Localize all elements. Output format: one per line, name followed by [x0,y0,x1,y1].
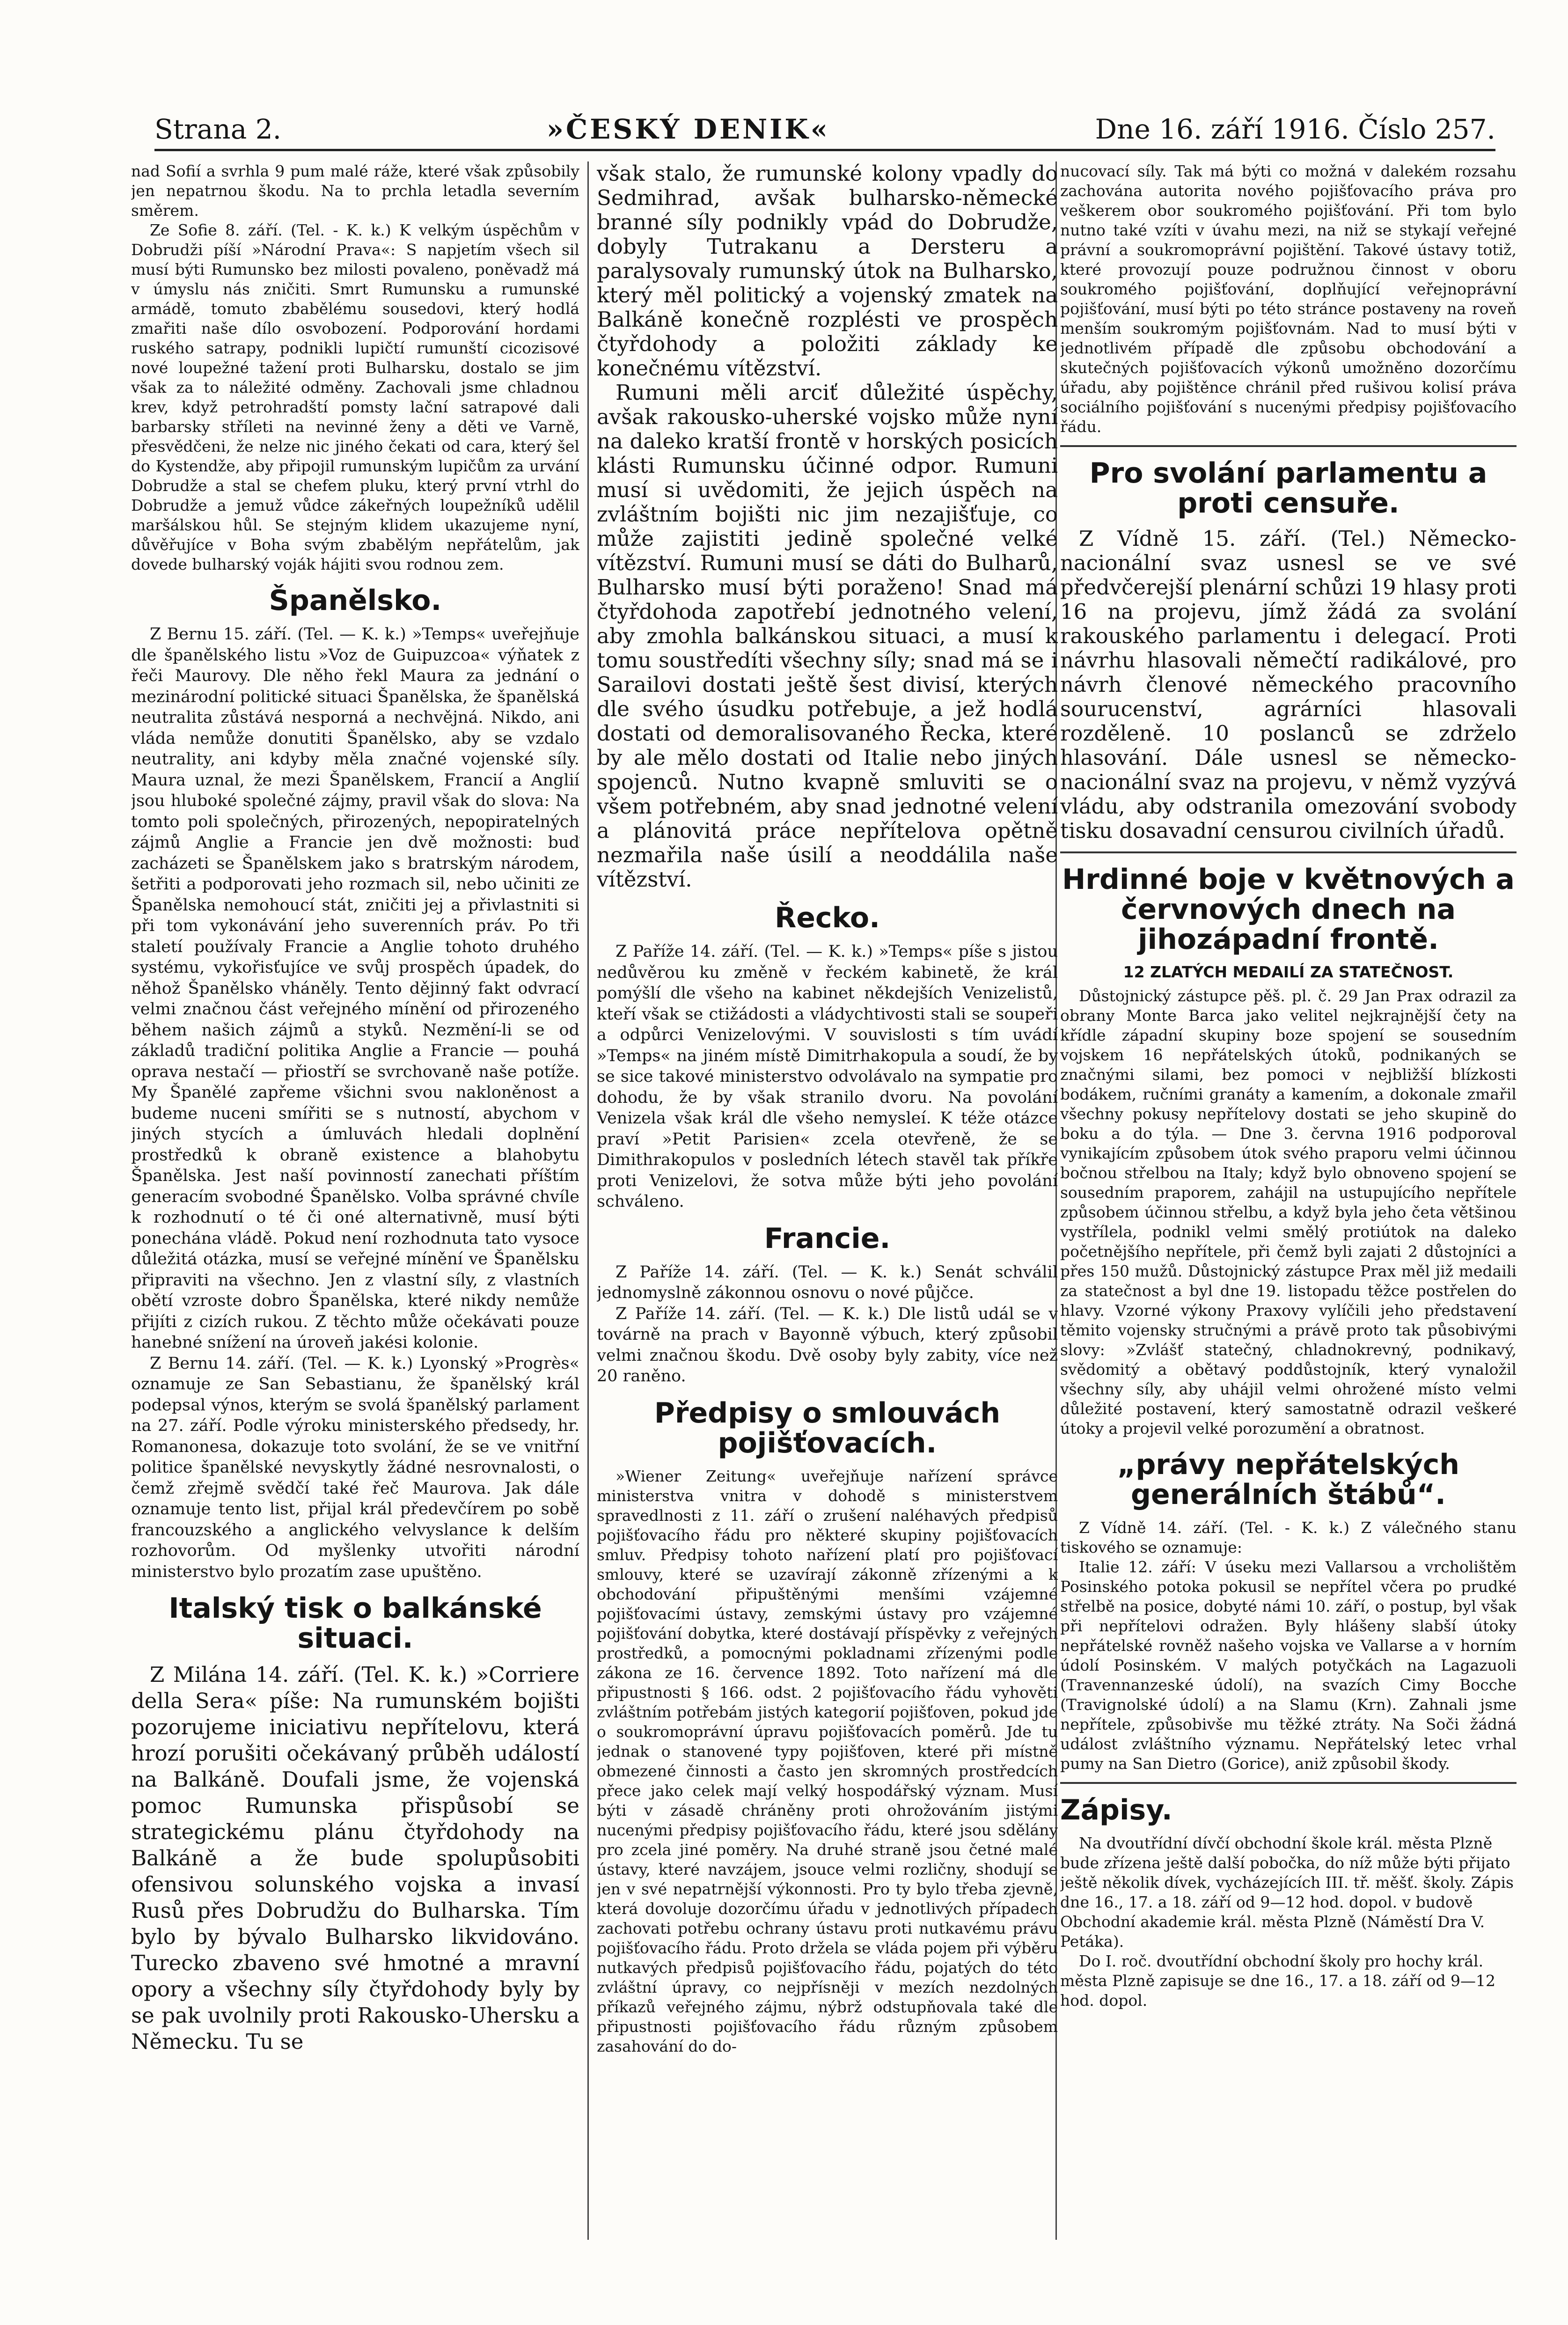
headline-hrdinne-boje: Hrdinné boje v květnových a červnových dnech na jihozápadní frontě. [1062,863,1515,956]
article-text: Na dvoutřídní dívčí obchodní škole král. města Plzně bude zřízena ještě další pobočka, do níž může býti přijato ještě několik dívek, vycházejících III. tř. měšť. školy. Zápis dne 16., 17. a 18. září od 9—12 hod. dopol. v budově Obchodní akademie král. města Plzně (Náměstí Dra V. Petáka). [1060,1834,1514,1951]
column-3 [1060,161,1517,2247]
headline-predpisy: Předpisy o smlouvách pojišťovacích. [654,1396,1001,1460]
article-text: Z Paříže 14. září. (Tel. — K. k.) »Temps« píše s jistou nedůvěrou ku změně v řeckém kabinetě, že král pomýšlí dle všeho na kabinet někdejších Venizelistů, kteří však se ctižádosti a vládychtivosti stali se soupeři a odpůrci Venizelovými. V souvislosti s tím uvádí »Temps« na jiném místě Dimitrhakopula a soudí, že by se sice takové ministerstvo odvolávalo na sympatie pro dohodu, že by však stranilo dvoru. Na povolání Venizela však král dle všeho nemysleí. K téže otázce praví »Petit Parisien« zcela otevřeně, že se Dimithrakopulos v posledních létech stavěl tak příkře proti Venizelovi, že sotva může býti jeho povolání schváleno. [597,942,1058,1211]
zapisy-section [1060,1795,1517,2010]
article-separator [1060,445,1517,447]
header-rule [154,149,1495,151]
article-separator [1060,851,1517,853]
article-text: Rumuni měli arciť důležité úspěchy, avšak rakousko-uherské vojsko může nyní na daleko kratší frontě v horských posicích klásti Rumunsku účinné odpor. Rumuni musí si uvědomiti, že jejich úspěch na zvláštním bojišti nic jim nezajišťuje, co může zajistiti jedině společné velké vítězství. Rumuni musí se dáti do Bulharů, Bulharsko musí býti poraženo! Snad má čtyřdohoda zapotřebí jednotného velení, aby zmohla balkánskou situaci, a musí k tomu soustředíti všechny síly; snad má se i Sarailovi dostati ještě šest divisí, kterých dle svého úsudku potřebuje, a jež hodlá dostati od demoralisovaného Řecka, které by ale mělo dostati od Italie nebo jiných spojenců. Nutno kvapně smluviti se o všem potřebném, aby snad jednotné velení a plánovitá práce nepřítelova opětně nezmařila naše úsilí a neoddálila naše vítězství. [597,380,1058,892]
article-text: Z Bernu 15. září. (Tel. — K. k.) »Temps« uveřejňuje dle španělského listu »Voz de Guipuzcoa« výňatek z řeči Maurovy. Dle něho řekl Maura za jednání o mezinárodní politické situaci Španělska, že španělská neutralita zůstává nesporná a nechvějná. Nikdo, ani vláda nemůže donutiti Španělsko, aby se vzdalo neutrality, ani kdyby měla značné vojenské síly. Maura uznal, že mezi Španělskem, Francií a Anglií jsou hluboké společné zájmy, pravil však do slova: Na tomto poli společných, přirozených, nepopiratelných zájmů Anglie a Francie jen dvě možnosti: buď zacházeti se Španělskem jako s bratrským národem, šetřiti a podporovati jeho rozmach sil, nebo učiniti ze Španělska nemohoucí stát, zničiti jej a přivlastniti si při tom vykonávání jeho suverenních práv. Po tři staletí používaly Francie a Anglie tohoto druhého systému, vykořisťujíce ve svůj prospěch úpadek, do něhož Španělsko vháněly. Tento dějinný fakt odvrací velmi značnou část veřejného mínění od přirozeného během našich zájmů a styků. Nezmění-li se od základů tradiční politika Anglie a Francie — pouhá oprava nestačí — přiostří se svrchovaně naše potíže. My Španělé zapřeme všichni svou nakloněnost a budeme nuceni smířiti se s nutností, abychom v jiných stycích a úmluvách hledali doplnění prostředků k obraně existence a blahobytu Španělska. Jest naší povinností zanechati příštím generacím svobodné Španělsko. Volba správné chvíle k rozhodnutí o té či oné alternativně, musí býti ponechána vládě. Pokud není rozhodnuta tato vysoce důležitá otázka, musí se veřejné mínění ve Španělsku připraviti na všechno. Jen z vlastní síly, z vlastních obětí vzroste dobro Španělska, které nikdy nemůže přijíti z cizích rukou. Z těchto může očekávati pouze hanebné snížení na úroveň jakési kolonie. [131,625,579,1352]
headline-italsky-tisk: Italský tisk o balkánské situaci. [169,1592,542,1655]
article-separator [1060,1782,1517,1784]
column-divider [587,161,589,2240]
article-text: však stalo, že rumunské kolony vpadly do Sedmihrad, avšak bulharsko-německé branné síly podnikly vpád do Dobrudže, dobyly Tutrakanu a Dersteru a paralysovaly rumunský útok na Bulharsko, který měl politický a vojenský zmatek na Balkáně konečně rozplésti ve prospěch čtyřdohody a položiti základy ke konečnému vítězství. [597,161,1058,381]
article-text: Ze Sofie 8. září. (Tel. - K. k.) K velkým úspěchům v Dobrudži píší »Národní Prava«: S napjetím všech sil musí býti Rumunsko bez milosti povaleno, poněvadž má v úmyslu nás zničiti. Smrt Rumunsku a rumunské armádě, tomuto zbabělému sousedovi, který hodlá zmařiti naše dílo osvobození. Podporování hordami ruského satrapy, podnikli lupičtí rumunští cicozisové nové loupežné tažení proti Bulharsku, dostalo se jim však za to náležité odměny. Zachovali jsme chladnou krev, když petrohradští pomsty lační satrapové dali barbarsky stříleti na nevinné ženy a děti ve Varně, přesvědčeni, že nelze nic jiného čekati od cara, který šel do Kystendže, aby připojil rumunským lupičům za urvání Dobrudže a stal se chefem pluku, který první vtrhl do Dobrudže a jemuž vůdce zákeřných loupežníků udělil maršálskou hůl. Se stejným klidem ukazujeme nyní, důvěřujíce v Boha svým zbabělým nepřátelům, jak dovede bulharský voják hájiti svou rodnou zem. [131,221,579,573]
article-text: Do I. roč. dvoutřídní obchodní školy pro hochy král. města Plzně zapisuje se dne 16., 17. a 18. září od 9—12 hod. dopol. [1060,1952,1496,2010]
headline-spanelsko: Španělsko. [269,584,442,617]
headline-francie: Francie. [764,1222,891,1255]
article-text: Z Vídně 14. září. (Tel. - K. k.) Z válečného stanu tiskového se oznamuje: [1060,1518,1517,1556]
page-header [154,108,1495,145]
page-number: Strana 2. [154,113,282,145]
article-text: Z Milána 14. září. (Tel. K. k.) »Corriere della Sera« píše: Na rumunském bojišti pozorujeme iniciativu nepřítelovu, která hrozí porušiti očekávaný průběh událostí na Balkáně. Doufali jsme, že vojenská pomoc Rumunska přispůsobí se strategickému plánu čtyřdohody na Balkáně a že bude spolupůsobiti ofensivou solunského vojska a invasí Rusů přes Dobrudžu do Bulharska. Tím bylo by bývalo Bulharsko likvidováno. Turecko zbaveno své hmotné a mravní opory a všechny síly čtyřdohody byly by se pak uvolnily proti Rakousko-Uhersku a Německu. Tu se [131,1662,579,2054]
article-text: Z Paříže 14. září. (Tel. — K. k.) Dle listů udál se v továrně na prach v Bayonně výbuch, který způsobil velmi značnou škodu. Dvě osoby byly zabity, více než 20 raněno. [597,1304,1058,1386]
headline-recko: Řecko. [775,902,880,934]
subheadline-medaile: 12 ZLATÝCH MEDAILÍ ZA STATEČNOST. [1123,963,1454,981]
column-1 [131,161,579,2247]
article-text: Z Bernu 14. září. (Tel. — K. k.) Lyonský »Progrès« oznamuje ze San Sebastianu, že španělský král podepsal výnos, kterým se svolá španělský parlament na 27. září. Podle výroku ministerského předsedy, hr. Romanonesa, dokazuje toto svolání, že se ve vnitřní politice španělské nevyskytly žádné nesrovnalosti, o čemž zřejmě svědčí také řeč Maurova. Jak dále oznamuje tento list, přijal král předevčírem po sobě francouzského a anglického velvyslance k delším rozhovorům. Od myšlenky utvořiti národní ministerstvo bylo prozatím zase upuštěno. [131,1354,579,1581]
article-text: nad Sofií a svrhla 9 pum malé ráže, které však způsobily jen nepatrnou škodu. Na to prchla letadla severním směrem. [131,162,579,220]
column-2 [597,161,1058,2247]
article-text: nucovací síly. Tak má býti co možná v dalekém rozsahu zachována autorita nového pojišťovacího práva pro veškerem obor soukromého pojišťování. Při tom bylo nutno také vzíti v úvahu mezi, na niž se stykají veřejné právní a soukromoprávní pojištění. Takové ústavy totiž, které provozují pouze podružnou činnost v oboru soukromého pojišťování, doplňující veřejnoprávní pojišťování, musí býti po této stránce postaveny na roveň menším soukromým pojišťovnám. Nad to musí býti v jednotlivém případě dle způsobu obchodování a skutečných pojišťovacích výkonů umožněno dozorčímu úřadu, aby pojištěnce chránil před rušivou kolisí práva sociálního pojišťování s nucenými předpisy pojišťovacího řádu. [1060,162,1517,436]
article-text: Italie 12. září: V úseku mezi Vallarsou a vrcholištěm Posinského potoka pokusil se nepřítel včera po prudké střelbě na posice, dobyté námi 10. září, o postup, byl však při nepřítelovi odražen. Byly hlášeny slabší útoky nepřátelské rovněž našeho vojska ve Vallarse a v horním údolí Posinském. V malých potyčkách na Lagazuoli (Travennanzeské údolí), na svazích Cimy Bocche (Travignolské údolí) a na Slamu (Krn). Zahnali jsme nepřítele, způsobivše mu těžké ztráty. Na Soči žádná událost zvláštního významu. Nepřátelský letec vrhal pumy na San Dietro (Gorice), aniž způsobil škody. [1060,1558,1517,1773]
article-text: Důstojnický zástupce pěš. pl. č. 29 Jan Prax odrazil za obrany Monte Barca jako velitel nejkrajnější čety na křídle západní skupiny boze spojení se sousedním vojskem 16 nepřátelských útoků, podnikaných se značnými silami, bez pomoci v nejbližší blízkosti bodákem, ručními granáty a kamením, a dokonale zmařil všechny pokusy nepřítelovy dostati se jeho skupině do boku a do týla. — Dne 3. června 1916 podporoval vynikajícím způsobem útok svého praporu velmi účinnou bočnou střelbou na Italy; když bylo obnoveno spojení se sousedním praporem, zahájil na ustupujícího nepřítele způsobem účinnou střelbu, a když byla jeho četa většinou vystřílela, podnikl velmi smělý protiútok na daleko početnějšího nepřítele, při čemž byli zajati 2 důstojníci a přes 150 mužů. Důstojnický zástupce Prax měl již medaili za statečnost a byl dne 19. listopadu těžce postřelen do hlavy. Vzorné výkony Praxovy vylíčili jeho představení těmito vojensky stručnými a právě proto tak působivými slovy: »Zvlášť statečný, chladnokrevný, podnikavý, svědomitý a obětavý poddůstojník, který vynaložil všechny síly, aby uhájil velmi ohrožené místo velmi důležité postavení, který samostatně odrazil veškeré útoky a projevil velké porozumění a obratnost. [1060,987,1517,1438]
headline-zapisy: Zápisy. [1060,1794,1172,1826]
headline-parlament: Pro svolání parlamentu a proti censuře. [1089,457,1487,520]
article-text: Z Paříže 14. září. (Tel. — K. k.) Senát schválil jednomyslně zákonnou osnovu o nové půjčce. [597,1262,1058,1302]
article-text: »Wiener Zeitung« uveřejňuje nařízení správce ministerstva vnitra v dohodě s ministerstvem spravedlnosti z 11. září o zrušení naléhavých předpisů pojišťovacího řádu pro některé skupiny pojišťovacích smluv. Předpisy tohoto nařízení platí pro pojišťovací smlouvy, které se uzavírají zákonně zřízenými a k obchodování připuštěnými menšími vzájemné pojišťovacími ústavy, zemskými ústavy pro vzájemné pojišťování dobytka, které dostávají příspěvky z veřejných prostředků, a pomocnými pokladnami zřízenými podle zákona ze 16. července 1892. Toto nařízení má dle připustnosti § 166. odst. 2 pojišťovacího řádu vyhověti zvláštním potřebám jistých kategorií pojišťoven, pokud jde o soukromoprávní úpravu pojišťovacích poměrů. Jde tu jednak o stanovené typy pojišťoven, které při místně obmezené činnosti a často jen skromných prostředcích přece jako celek mají velký hospodářský význam. Musí býti v zásadě chráněny proti ohrožováním jistými nucenými předpisy pojišťovacího řádu, které jsou sdělány pro zcela jiné poměry. Na druhé straně jsou četné malé ústavy, které navzájem, jsouce velmi rozličny, shodují se jen v své nepatrnější výkonnosti. Pro ty bylo třeba zjevně, která dovoluje dozorčímu úřadu v jednotlivých případech zachovati potřebu ochrany ústavu proti nutkavému právu pojišťovacího řádu. Proto držela se vláda pojem při výběru nutkavých předpisů pojišťovacího řádu, pojatých do této zvláštní úpravy, co nejpřísněji v mezích nezdolných příkazů veřejného zájmu, nýbrž odstupňovala také dle připustnosti pojišťovacího řádu různým způsobem zasahování do do- [597,1467,1058,2055]
newspaper-title: »ČESKÝ DENIK« [546,113,830,145]
article-text: Z Vídně 15. září. (Tel.) Německo-nacionální svaz usnesl se ve své předvčerejší plenární schůzi 19 hlasy proti 16 na projevu, jímž žádá za svolání rakouského parlamentu i delegací. Proti návrhu hlasovali němečtí radikálové, pro návrh členové německého pracovního sourucenství, agrárníci hlasovali rozděleně. 10 poslanců se zdrželo hlasování. Dále usnesl se německo-nacionální svaz na projevu, v němž vyzývá vládu, aby odstranila omezování svobody tisku dosavadní censurou civilních úřadů. [1060,526,1517,843]
issue-date: Dne 16. září 1916. Číslo 257. [1095,113,1495,145]
headline-pravy-stabu: „právy nepřátelských generálních štábů“. [1117,1448,1459,1511]
